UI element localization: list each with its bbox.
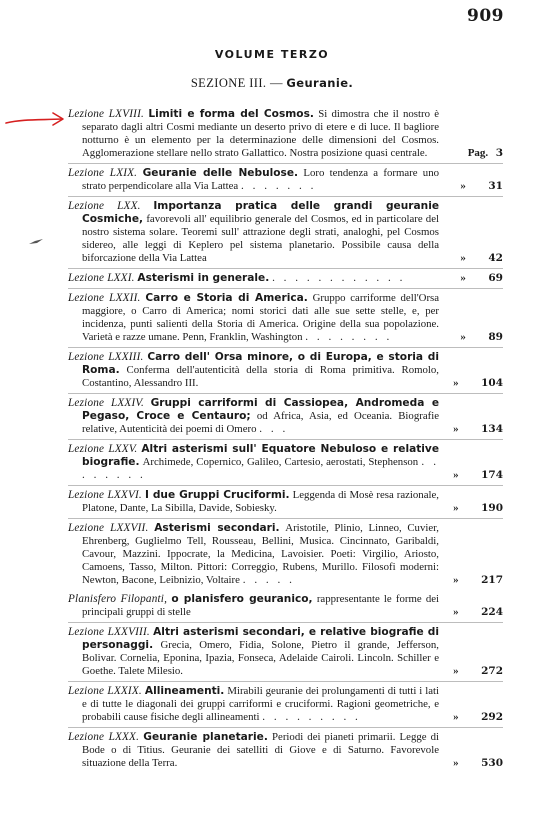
lesson-description: Archimede, Copernico, Galileo, Cartesio, aerostati, Stephenson <box>142 456 419 468</box>
leader-dots: . . . . . . . . . . . . <box>272 272 406 284</box>
table-of-contents <box>68 108 503 776</box>
page-ref-number: 190 <box>481 502 503 514</box>
lesson-title: I due Gruppi Cruciformi. <box>144 489 290 501</box>
toc-entry <box>68 522 503 590</box>
ditto-mark: » <box>453 711 459 723</box>
toc-entry <box>68 626 503 682</box>
page-ref-number: 174 <box>481 469 503 481</box>
ditto-mark: » <box>453 502 459 514</box>
page-ref <box>443 757 503 770</box>
lesson-description: Aristotile, Plinio, Linneo, Cuvier, Ehrenberg, Guglielmo Tell, Rousseau, Bellini, Musica. Cincinnato, Garibaldi, Cavour, Mazzini. Ippocrate, la Medicina, Lavoisier. Poeti: Virgilio, Ariosto, Camoens, Tasso, Milton. Pittori: Correggio, Rubens, Murillo. Filosofi moderni: Newton, Bacone, Leibnizio, Voltaire <box>82 522 440 586</box>
toc-entry <box>68 731 503 773</box>
lesson-description: favorevoli all' equilibrio generale del Cosmos, ed in particolare del nostro sistema solare. Teoremi sull' attrazione degli strati, analoghi, pel Cosmos sidereo, alle leggi di Keplero pel sistema planetario. Possibile causa della biforcazione della Via Lattea <box>82 213 439 264</box>
volume-title: VOLUME TERZO <box>214 48 330 61</box>
lesson-description: rappresentante le forme dei principali gruppi di stelle <box>82 593 440 618</box>
page-ref-number: 272 <box>481 665 503 677</box>
lesson-description: Si dimostra che il nostro è separato dagli altri Cosmi mediante un deserto privo di etere e di luce. Il bagliore notturno è un elemento per la determinazione delle dimensioni del Cosmos. Agglomerazione stellare nello strato Gallattico. Nostra posizione quasi centrale. <box>82 108 440 159</box>
pag-label: Pag. <box>467 147 489 159</box>
toc-entry <box>68 685 503 728</box>
lesson-description: Loro tendenza a formare uno strato perpendicolare alla Via Lattea <box>82 167 439 192</box>
page-ref-number: 530 <box>481 757 503 769</box>
ditto-mark: » <box>460 180 466 192</box>
section-name: Geuranie. <box>286 76 354 90</box>
toc-entry <box>68 593 503 623</box>
lesson-title: Geuranie delle Nebulose. <box>142 167 299 179</box>
lesson-title: Altri asterismi sull' Equatore Nebuloso e relative biografie. <box>82 443 440 468</box>
lesson-number: Lezione LXXI. <box>68 272 135 284</box>
page-ref-number: 104 <box>481 377 503 389</box>
lesson-description: Periodi dei pianeti primarii. Legge di Bode o di Titius. Geuranie dei satelliti di Giove e di Saturno. Favorevole situazione della Terra. <box>82 731 439 769</box>
toc-entry <box>68 272 503 289</box>
page-ref <box>443 574 503 587</box>
lesson-title: Geuranie planetarie. <box>143 731 268 743</box>
lesson-number: Lezione LXXVII. <box>68 522 149 534</box>
page-ref <box>443 711 503 724</box>
ditto-mark: » <box>453 606 459 618</box>
lesson-number: Lezione LXXVIII. <box>68 626 150 638</box>
leader-dots: . . . . . . . . . <box>262 711 361 723</box>
page-number: 909 <box>467 6 504 26</box>
page-ref-number: 134 <box>481 423 503 435</box>
lesson-number: Lezione LXIX. <box>68 167 138 179</box>
section-title <box>0 76 544 91</box>
toc-entry <box>68 108 503 164</box>
page-ref-number: 3 <box>495 147 503 159</box>
page-ref-number: 292 <box>481 711 503 723</box>
toc-entry <box>68 292 503 348</box>
lesson-description: Mirabili geuranie dei prolungamenti di tutti i lati e di tutte le diagonali dei gruppi carriformi e cruciformi. Ragioni geometriche, e probabili cause fisiche degli allineamenti <box>82 685 440 723</box>
lesson-number: Lezione LXXIX. <box>68 685 142 697</box>
lesson-number: Lezione LXXV. <box>68 443 138 455</box>
page-ref <box>443 331 503 344</box>
lesson-number: Lezione LXX. <box>68 200 141 212</box>
lesson-title: Gruppi carriformi di Cassiopea, Andromeda e Pegaso, Croce e Centauro; <box>82 397 440 422</box>
lesson-description: od Africa, Asia, ed Oceania. Biografie relative, Autenticità dei poemi di Omero <box>82 410 440 435</box>
page-ref-number: 224 <box>481 606 503 618</box>
page-ref-number: 69 <box>488 272 503 284</box>
ditto-mark: » <box>453 423 459 435</box>
lesson-description: Leggenda di Mosè resa razionale, Platone, Dante, La Sibilla, Davide, Sobiesky. <box>82 489 439 514</box>
lesson-title: o planisfero geuranico, <box>171 593 313 605</box>
handwritten-arrow-annotation <box>4 110 66 130</box>
page-ref <box>443 606 503 619</box>
page-ref <box>443 502 503 515</box>
lesson-description: Gruppo carriforme dell'Orsa maggiore, o Carro di America; nomi storici dati alle sue sette stelle, e, per incidenza, punti salienti della Storia di America. Origine della sua popolazione. Varietà e razze umane. Penn, Franklin, Washington <box>82 292 440 343</box>
lesson-title: Limiti e forma del Cosmos. <box>148 108 314 120</box>
lesson-title: Asterismi in generale. <box>137 272 270 284</box>
page-ref <box>443 423 503 436</box>
lesson-title: Allineamenti. <box>144 685 225 697</box>
lesson-description: Conferma dell'autenticità della storia di Roma primitiva. Romolo, Costantino, Alessandro III. <box>82 364 439 389</box>
ink-smudge <box>28 238 44 246</box>
toc-entry <box>68 351 503 394</box>
leader-dots: . . . . . . . . <box>305 331 393 343</box>
planisphere-label: Planisfero Filopanti, <box>68 593 168 605</box>
page-ref-number: 31 <box>488 180 503 192</box>
ditto-mark: » <box>460 272 466 284</box>
lesson-number: Lezione LXXII. <box>68 292 141 304</box>
page-ref <box>443 665 503 678</box>
page-ref <box>443 252 503 265</box>
lesson-number: Lezione LXXVI. <box>68 489 142 501</box>
ditto-mark: » <box>460 252 466 264</box>
lesson-title: Asterismi secondari. <box>154 522 280 534</box>
leader-dots: . . . . . <box>242 574 295 586</box>
toc-entry <box>68 443 503 486</box>
lesson-title: Carro e Storia di America. <box>145 292 308 304</box>
leader-dots: . . . <box>259 423 289 435</box>
leader-dots: . . . . . . . . <box>82 456 440 481</box>
page-ref-number: 89 <box>488 331 503 343</box>
lesson-number: Lezione LXXIV. <box>68 397 144 409</box>
ditto-mark: » <box>453 574 459 586</box>
section-label: SEZIONE III. — <box>190 76 283 90</box>
lesson-title: Importanza pratica delle grandi geuranie Cosmiche, <box>82 200 440 225</box>
ditto-mark: » <box>453 469 459 481</box>
ditto-mark: » <box>453 757 459 769</box>
lesson-number: Lezione LXXIII. <box>68 351 144 363</box>
page-ref <box>443 180 503 193</box>
lesson-number: Lezione LXVIII. <box>68 108 145 120</box>
page-ref-number: 42 <box>488 252 503 264</box>
ditto-mark: » <box>460 331 466 343</box>
page-ref <box>443 377 503 390</box>
toc-entry <box>68 397 503 440</box>
toc-entry <box>68 489 503 519</box>
page-ref <box>443 469 503 482</box>
page-ref-number: 217 <box>481 574 503 586</box>
page-ref <box>443 272 503 285</box>
lesson-title: Carro dell' Orsa minore, o di Europa, e storia di Roma. <box>82 351 440 376</box>
toc-entry <box>68 200 503 269</box>
ditto-mark: » <box>453 377 459 389</box>
toc-entry <box>68 167 503 197</box>
lesson-description: Grecia, Omero, Fidia, Solone, Pietro il grande, Jefferson, Bolivar. Cornelia, Eponina, Ipazia, Fonseca, Adelaide Cairoli. Lincoln. Schiller e Goethe. Talete Milesio. <box>82 639 440 677</box>
page-ref <box>443 147 503 160</box>
lesson-number: Lezione LXXX. <box>68 731 140 743</box>
ditto-mark: » <box>453 665 459 677</box>
leader-dots: . . . . . . . <box>241 180 317 192</box>
lesson-title: Altri asterismi secondari, e relative biografie di personaggi. <box>82 626 439 651</box>
